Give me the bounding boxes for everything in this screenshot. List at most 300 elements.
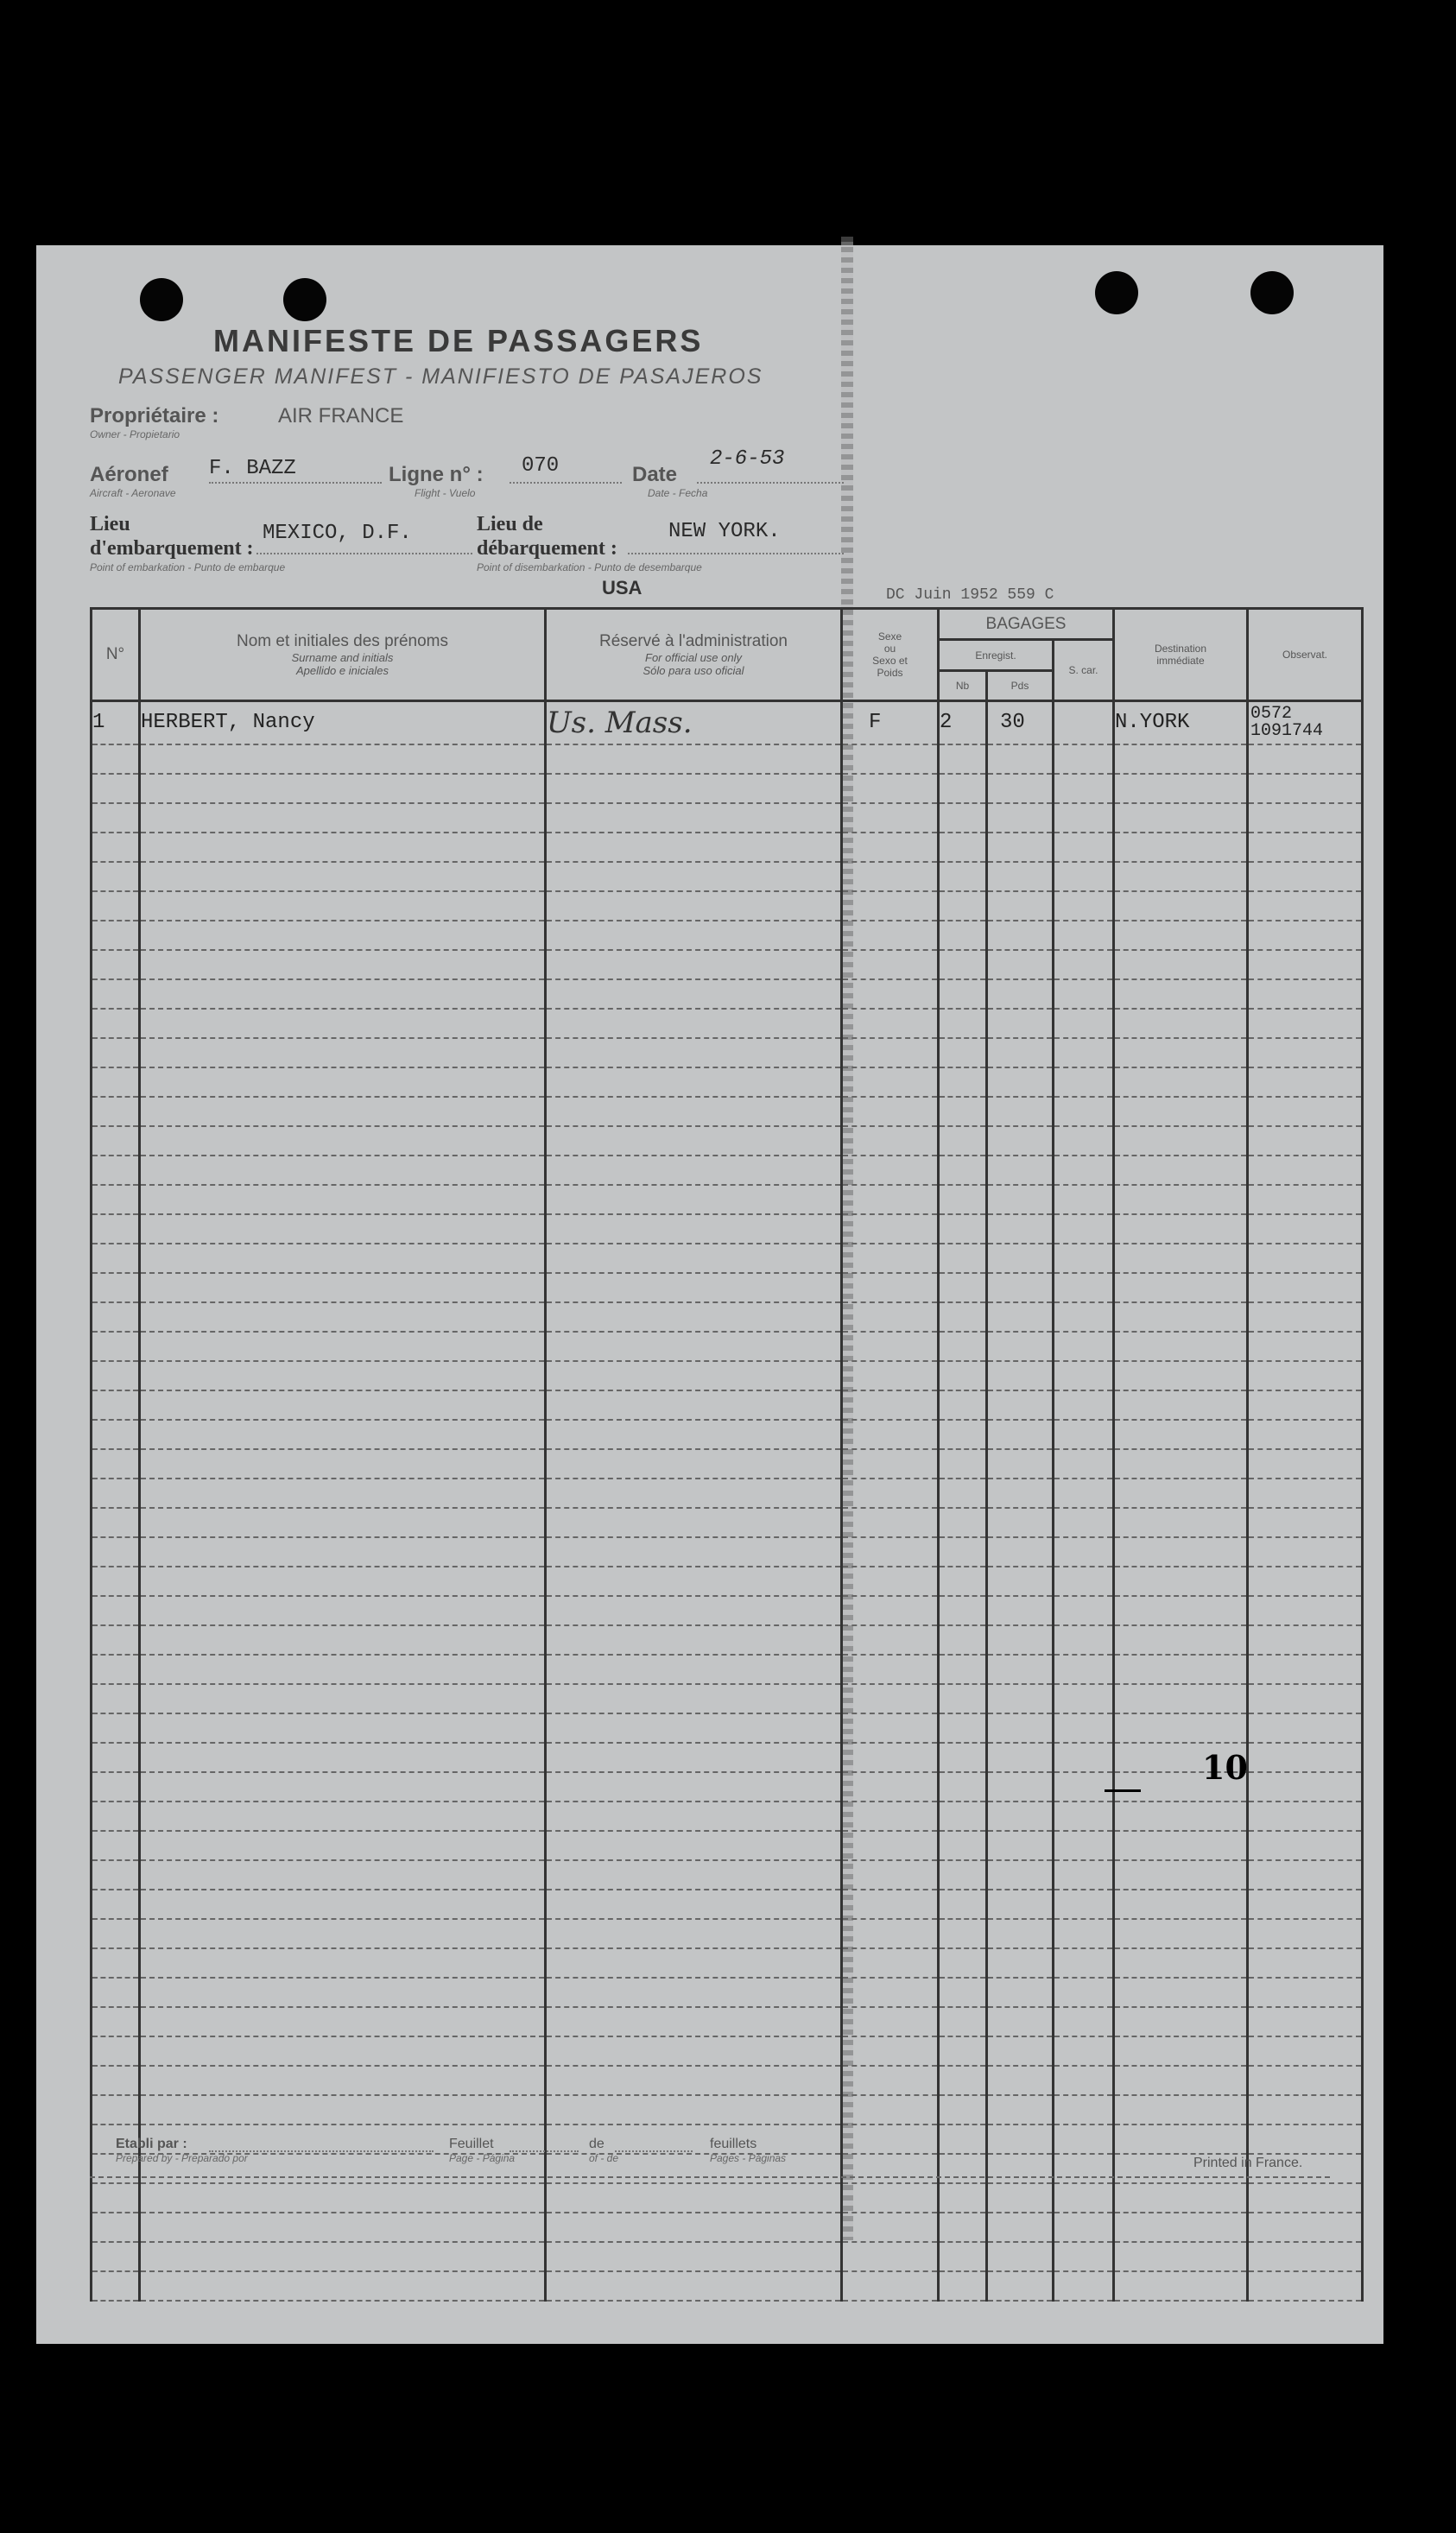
empty-cell [939, 774, 987, 803]
empty-cell [1248, 1508, 1363, 1537]
table-row [92, 1097, 1363, 1126]
empty-cell [987, 1948, 1054, 1978]
empty-cell [92, 1449, 140, 1479]
empty-cell [92, 1655, 140, 1684]
empty-cell [1248, 803, 1363, 833]
empty-cell [987, 2066, 1054, 2095]
empty-cell [546, 1772, 842, 1802]
table-row [92, 1361, 1363, 1390]
empty-cell [842, 2183, 939, 2213]
table-row [92, 1449, 1363, 1479]
empty-cell [1054, 1479, 1114, 1508]
empty-cell [92, 1537, 140, 1567]
empty-cell [92, 2095, 140, 2125]
empty-cell [1054, 2007, 1114, 2036]
empty-cell [987, 1390, 1054, 1420]
empty-cell [939, 1978, 987, 2007]
empty-cell [842, 1596, 939, 1625]
empty-cell [140, 1743, 546, 1772]
empty-cell [1054, 1067, 1114, 1097]
empty-cell [1054, 833, 1114, 862]
empty-cell [1114, 950, 1248, 979]
empty-cell [140, 1244, 546, 1273]
empty-cell [939, 1802, 987, 1831]
empty-cell [92, 2066, 140, 2095]
empty-cell [939, 1156, 987, 1185]
empty-cell [1054, 2183, 1114, 2213]
empty-cell [1248, 1390, 1363, 1420]
empty-cell [92, 1919, 140, 1948]
empty-cell [842, 979, 939, 1009]
empty-cell [939, 1214, 987, 1244]
empty-cell [1248, 1713, 1363, 1743]
empty-cell [92, 1948, 140, 1978]
empty-cell [1114, 1420, 1248, 1449]
embarkation-label-2: d'embarquement : [90, 537, 254, 560]
empty-cell [546, 1214, 842, 1244]
empty-cell [140, 1273, 546, 1302]
empty-cell [546, 1332, 842, 1361]
empty-cell [1248, 1860, 1363, 1890]
table-row [92, 979, 1363, 1009]
empty-cell [1054, 1449, 1114, 1479]
empty-cell [939, 1890, 987, 1919]
empty-cell [842, 2213, 939, 2242]
date-sublabel: Date - Fecha [648, 487, 708, 499]
row-observ-1: 0572 [1250, 703, 1293, 724]
empty-cell [842, 1009, 939, 1038]
footer-rule [90, 2176, 1330, 2178]
empty-cell [140, 1332, 546, 1361]
empty-cell [140, 1156, 546, 1185]
empty-cell [92, 1831, 140, 1860]
embarkation-dots [256, 553, 472, 554]
empty-cell [939, 2154, 987, 2183]
empty-cell [939, 1948, 987, 1978]
empty-cell [92, 1713, 140, 1743]
empty-cell [987, 1009, 1054, 1038]
empty-cell [842, 1655, 939, 1684]
empty-cell [546, 2007, 842, 2036]
empty-cell [140, 1919, 546, 1948]
empty-cell [939, 2007, 987, 2036]
table-row [92, 2271, 1363, 2301]
empty-cell [1054, 891, 1114, 921]
empty-cell [842, 1449, 939, 1479]
empty-cell [842, 2095, 939, 2125]
empty-cell [1248, 1596, 1363, 1625]
empty-cell [546, 1420, 842, 1449]
table-row [92, 1948, 1363, 1978]
empty-cell [987, 1655, 1054, 1684]
empty-cell [1248, 744, 1363, 774]
empty-cell [987, 2271, 1054, 2301]
empty-cell [1054, 744, 1114, 774]
table-row [92, 1802, 1363, 1831]
row-no: 1 [92, 701, 140, 744]
empty-cell [1248, 1537, 1363, 1567]
empty-cell [140, 1038, 546, 1067]
empty-cell [1114, 2036, 1248, 2066]
empty-cell [842, 1684, 939, 1713]
empty-cell [546, 2183, 842, 2213]
empty-cell [842, 1537, 939, 1567]
empty-cell [140, 2183, 546, 2213]
empty-cell [939, 1567, 987, 1596]
empty-cell [140, 1214, 546, 1244]
table-row [92, 1273, 1363, 1302]
disembarkation-label-2: débarquement : [477, 537, 617, 560]
empty-cell [546, 1126, 842, 1156]
empty-cell [92, 1126, 140, 1156]
empty-cell [546, 2036, 842, 2066]
empty-cell [1054, 1713, 1114, 1743]
form-title: MANIFESTE DE PASSAGERS [213, 323, 704, 358]
empty-cell [842, 1214, 939, 1244]
empty-cell [140, 2007, 546, 2036]
empty-cell [92, 1743, 140, 1772]
empty-cell [92, 1067, 140, 1097]
empty-cell [987, 1567, 1054, 1596]
flight-sublabel: Flight - Vuelo [415, 487, 476, 499]
empty-cell [546, 2213, 842, 2242]
empty-cell [1248, 1097, 1363, 1126]
empty-cell [92, 2242, 140, 2271]
empty-cell [546, 1537, 842, 1567]
empty-cell [1114, 2007, 1248, 2036]
empty-cell [1114, 1097, 1248, 1126]
empty-cell [92, 1185, 140, 1214]
empty-cell [1114, 1978, 1248, 2007]
empty-cell [1054, 1508, 1114, 1537]
table-row [92, 833, 1363, 862]
table-row [92, 2213, 1363, 2242]
empty-cell [140, 1890, 546, 1919]
table-row [92, 1185, 1363, 1214]
empty-cell [92, 1772, 140, 1802]
empty-cell [939, 1361, 987, 1390]
empty-cell [92, 862, 140, 891]
empty-cell [546, 1743, 842, 1772]
empty-cell [1114, 1009, 1248, 1038]
empty-cell [842, 1802, 939, 1831]
empty-cell [140, 1772, 546, 1802]
empty-cell [1054, 1156, 1114, 1185]
empty-cell [92, 1009, 140, 1038]
sheet-dots [510, 2150, 579, 2152]
table-row [92, 2183, 1363, 2213]
empty-cell [987, 1038, 1054, 1067]
table-row [92, 1332, 1363, 1361]
empty-cell [1248, 1890, 1363, 1919]
empty-cell [1248, 2036, 1363, 2066]
empty-cell [939, 1273, 987, 1302]
embarkation-label-1: Lieu [90, 513, 130, 535]
empty-cell [987, 2007, 1054, 2036]
empty-cell [546, 950, 842, 979]
manifest-sheet [36, 245, 1383, 2344]
empty-cell [92, 1802, 140, 1831]
empty-cell [987, 1361, 1054, 1390]
empty-cell [1114, 1919, 1248, 1948]
empty-cell [1114, 1684, 1248, 1713]
owner-label: Propriétaire : [90, 404, 219, 427]
table-row [92, 803, 1363, 833]
empty-cell [1114, 1625, 1248, 1655]
empty-cell [842, 803, 939, 833]
empty-cell [546, 1038, 842, 1067]
table-row [92, 1684, 1363, 1713]
empty-cell [842, 744, 939, 774]
empty-cell [1054, 2154, 1114, 2183]
table-row [92, 1978, 1363, 2007]
empty-cell [842, 833, 939, 862]
empty-cell [987, 1596, 1054, 1625]
empty-cell [1054, 1361, 1114, 1390]
empty-cell [1054, 1802, 1114, 1831]
empty-cell [939, 1097, 987, 1126]
table-row [92, 862, 1363, 891]
empty-cell [140, 803, 546, 833]
empty-cell [842, 1185, 939, 1214]
empty-cell [987, 1508, 1054, 1537]
table-row [92, 2095, 1363, 2125]
empty-cell [1248, 2242, 1363, 2271]
table-row [92, 2007, 1363, 2036]
empty-cell [92, 1479, 140, 1508]
empty-cell [1114, 2125, 1248, 2154]
empty-cell [92, 2271, 140, 2301]
date-label: Date [632, 463, 678, 486]
empty-cell [546, 1802, 842, 1831]
empty-cell [140, 2213, 546, 2242]
empty-cell [546, 1067, 842, 1097]
empty-cell [546, 833, 842, 862]
empty-cell [140, 2036, 546, 2066]
empty-cell [987, 803, 1054, 833]
empty-cell [1114, 1126, 1248, 1156]
empty-cell [92, 921, 140, 950]
empty-cell [1054, 1860, 1114, 1890]
table-row [92, 1772, 1363, 1802]
empty-cell [1054, 1831, 1114, 1860]
empty-cell [987, 1126, 1054, 1156]
empty-cell [140, 2271, 546, 2301]
empty-cell [987, 1479, 1054, 1508]
empty-cell [1054, 1126, 1114, 1156]
empty-cell [140, 1390, 546, 1420]
empty-cell [140, 1302, 546, 1332]
empty-cell [140, 1567, 546, 1596]
empty-cell [140, 1067, 546, 1097]
empty-cell [1054, 803, 1114, 833]
empty-cell [939, 1449, 987, 1479]
empty-cell [140, 1860, 546, 1890]
col-pds-header: Pds [987, 671, 1054, 701]
empty-cell [546, 2271, 842, 2301]
empty-cell [987, 744, 1054, 774]
empty-cell [1248, 774, 1363, 803]
empty-cell [1248, 1067, 1363, 1097]
table-row [92, 1831, 1363, 1860]
empty-cell [92, 1332, 140, 1361]
empty-cell [1248, 1567, 1363, 1596]
table-row [92, 1919, 1363, 1948]
empty-cell [546, 1244, 842, 1273]
empty-cell [842, 1508, 939, 1537]
empty-cell [842, 1038, 939, 1067]
empty-cell [987, 1449, 1054, 1479]
empty-cell [939, 979, 987, 1009]
table-row [92, 1244, 1363, 1273]
empty-cell [842, 1332, 939, 1361]
empty-cell [1054, 1978, 1114, 2007]
empty-cell [546, 1919, 842, 1948]
empty-cell [546, 1479, 842, 1508]
empty-cell [546, 1567, 842, 1596]
empty-cell [1114, 1449, 1248, 1479]
empty-cell [987, 950, 1054, 979]
col-admin-header: Réservé à l'administration For official use only Sólo para uso oficial [546, 609, 842, 701]
empty-cell [140, 1713, 546, 1743]
empty-cell [1114, 891, 1248, 921]
empty-cell [140, 1831, 546, 1860]
empty-cell [1114, 1244, 1248, 1273]
empty-cell [842, 1890, 939, 1919]
empty-cell [987, 1537, 1054, 1567]
row-observ-2: 1091744 [1250, 720, 1324, 741]
empty-cell [939, 1860, 987, 1890]
empty-cell [987, 1302, 1054, 1332]
empty-cell [987, 2183, 1054, 2213]
empty-cell [987, 2213, 1054, 2242]
empty-cell [987, 1919, 1054, 1948]
empty-cell [92, 2213, 140, 2242]
empty-cell [842, 1067, 939, 1097]
empty-cell [1248, 1948, 1363, 1978]
empty-cell [842, 950, 939, 979]
empty-cell [546, 1625, 842, 1655]
row-nb: 2 [939, 701, 987, 744]
empty-cell [939, 950, 987, 979]
table-row [92, 1567, 1363, 1596]
empty-cell [1054, 979, 1114, 1009]
empty-cell [1114, 803, 1248, 833]
date-dots [697, 482, 844, 484]
empty-cell [92, 2036, 140, 2066]
empty-cell [1114, 2271, 1248, 2301]
empty-cell [1248, 1273, 1363, 1302]
sheet-sublabel: Page - Página [449, 2152, 516, 2164]
empty-cell [1248, 1244, 1363, 1273]
empty-cell [546, 1302, 842, 1332]
empty-cell [1114, 2242, 1248, 2271]
empty-cell [987, 1831, 1054, 1860]
owner-value: AIR FRANCE [278, 404, 404, 427]
empty-cell [546, 1449, 842, 1479]
empty-cell [842, 1625, 939, 1655]
empty-cell [92, 803, 140, 833]
col-bagages-header: BAGAGES [939, 609, 1114, 640]
empty-cell [546, 1684, 842, 1713]
empty-cell [1248, 1802, 1363, 1831]
empty-cell [939, 891, 987, 921]
empty-cell [842, 1361, 939, 1390]
empty-cell [842, 1244, 939, 1273]
empty-cell [140, 921, 546, 950]
empty-cell [987, 2036, 1054, 2066]
empty-cell [1054, 862, 1114, 891]
empty-cell [1054, 2213, 1114, 2242]
disembarkation-label-1: Lieu de [477, 513, 543, 535]
empty-cell [92, 1361, 140, 1390]
empty-cell [92, 1214, 140, 1244]
empty-cell [140, 1978, 546, 2007]
aircraft-sublabel: Aircraft - Aeronave [90, 487, 176, 499]
empty-cell [1054, 1302, 1114, 1332]
col-observ-header: Observat. [1248, 609, 1363, 701]
punch-hole-3 [1095, 271, 1138, 314]
empty-cell [140, 1596, 546, 1625]
empty-cell [987, 1156, 1054, 1185]
empty-cell [546, 1948, 842, 1978]
empty-cell [1248, 1743, 1363, 1772]
empty-cell [1054, 1655, 1114, 1684]
empty-cell [546, 1361, 842, 1390]
empty-cell [939, 1537, 987, 1567]
empty-cell [140, 1479, 546, 1508]
empty-cell [987, 1625, 1054, 1655]
empty-cell [1114, 1596, 1248, 1625]
empty-cell [92, 1420, 140, 1449]
empty-cell [1054, 2036, 1114, 2066]
empty-cell [546, 979, 842, 1009]
empty-cell [842, 1743, 939, 1772]
empty-cell [140, 2095, 546, 2125]
empty-cell [1248, 1919, 1363, 1948]
empty-cell [1054, 1009, 1114, 1038]
empty-cell [92, 1390, 140, 1420]
empty-cell [1114, 1156, 1248, 1185]
empty-cell [1248, 2271, 1363, 2301]
table-row [92, 1890, 1363, 1919]
table-row [92, 950, 1363, 979]
empty-cell [1054, 1684, 1114, 1713]
empty-cell [1114, 833, 1248, 862]
empty-cell [140, 979, 546, 1009]
empty-cell [842, 1479, 939, 1508]
empty-cell [939, 1244, 987, 1273]
empty-cell [1248, 891, 1363, 921]
empty-cell [987, 1978, 1054, 2007]
empty-cell [546, 921, 842, 950]
sheet-label: Feuillet [449, 2137, 494, 2151]
empty-cell [1114, 1038, 1248, 1067]
empty-cell [546, 1860, 842, 1890]
empty-cell [987, 1860, 1054, 1890]
empty-cell [987, 774, 1054, 803]
empty-cell [1114, 1655, 1248, 1684]
empty-cell [1114, 1273, 1248, 1302]
empty-cell [1114, 1479, 1248, 1508]
empty-cell [1054, 1772, 1114, 1802]
punch-hole-2 [283, 278, 326, 321]
empty-cell [1248, 1684, 1363, 1713]
empty-cell [1114, 2095, 1248, 2125]
embarkation-value: MEXICO, D.F. [263, 522, 412, 545]
empty-cell [546, 891, 842, 921]
empty-cell [92, 1567, 140, 1596]
